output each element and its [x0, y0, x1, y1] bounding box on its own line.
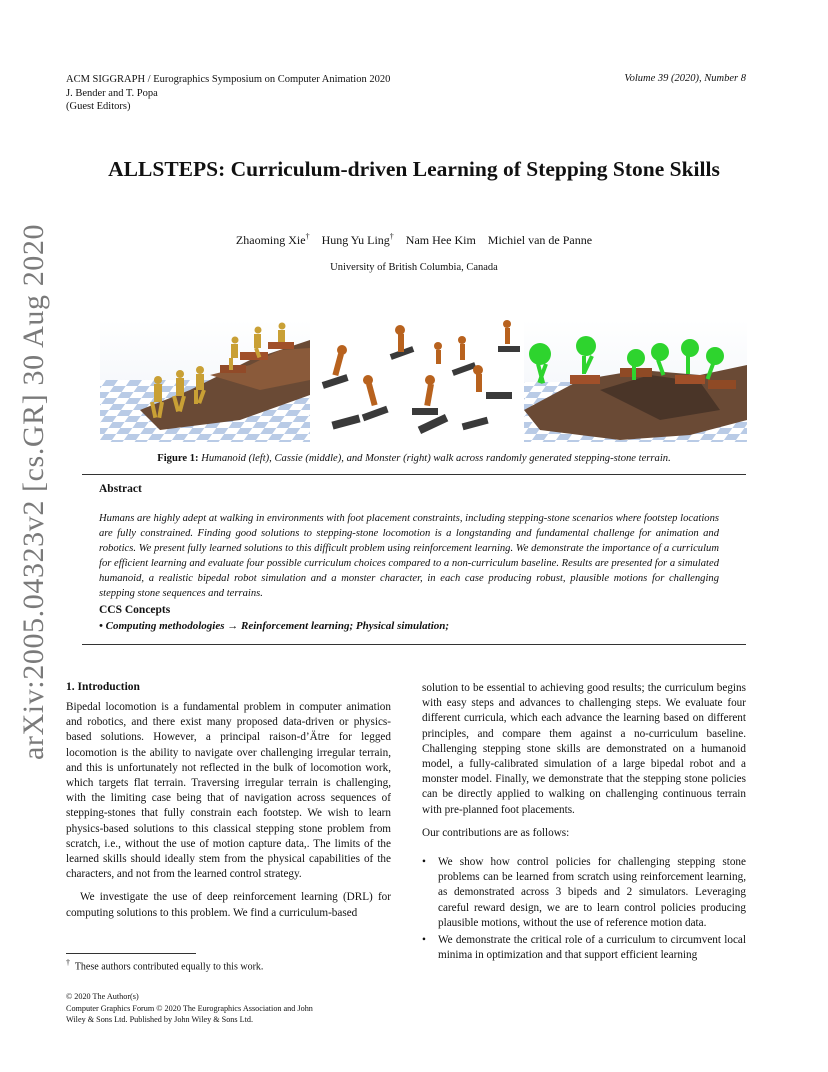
list-item-text: We demonstrate the critical role of a curriculum to circumvent local minima in optimization and that support efficient learning [438, 934, 746, 962]
arxiv-stamp: arXiv:2005.04323v2 [cs.GR] 30 Aug 2020 [17, 223, 50, 760]
paragraph: We investigate the use of deep reinforcement learning (DRL) for computing solutions to this problem. We find a curriculum-based [66, 891, 391, 919]
divider [82, 644, 746, 645]
author-mark: † [389, 232, 394, 241]
copyright-line: Computer Graphics Forum © 2020 The Eurographics Association and John [66, 1003, 313, 1013]
paragraph: solution to be essential to achieving good results; the curriculum begins with easy steps and advances to challenging steps. We evaluate four different curricula, which each advance the learning based on different principles, and compare them against a no-curriculum baseline. Challenging stepping stone skills are demonstrated on a humanoid model, a fully-calibrated simulation of a large bipedal robot and a monster model. Finally, we demonstrate that the stepping stone policies can be directly applied to walking on challenging continuous terrain with pre-planned foot placements. [422, 682, 746, 816]
copyright-notice [66, 991, 313, 1026]
paper-title: ALLSTEPS: Curriculum-driven Learning of Stepping Stone Skills [108, 157, 720, 181]
list-item [422, 933, 746, 963]
footnote [66, 958, 263, 972]
figure-caption [0, 453, 828, 464]
ccs-heading: CCS Concepts [99, 604, 171, 616]
paragraph: Our contributions are as follows: [422, 826, 570, 839]
section-heading: 1. Introduction [66, 681, 140, 693]
abstract-text: Humans are highly adept at walking in environments with foot placement constraints, including stepping-stone scenarios where footstep locations are fully constrained. Finding good solutions to stepping-stone locomotion is a longstanding and fundamental challenge for animation and robotics. We present fully learned solutions to this difficult problem using reinforcement learning. We demonstrate the importance of a curriculum for efficient learning and evaluate four possible curriculum choices compared to a non-curriculum baseline. Results are presented for a simulated humanoid, a realistic bipedal robot simulation and a monster character, in each case producing robust, plausible motions for challenging stepping stone sequences and terrains. [99, 513, 719, 599]
author-name: Michiel van de Panne [487, 233, 593, 247]
header-line: (Guest Editors) [66, 101, 131, 112]
header-line: J. Bender and T. Popa [66, 87, 158, 99]
list-item-text: We show how control policies for challenging stepping stone problems can be learned from scratch using reinforcement learning, as demonstrated across 3 bipeds and 2 simulators. Leveraging careful reward design, we are to learn control policies producing plausible motions, without the use of reference motion data. [438, 856, 746, 929]
footnote-text: These authors contributed equally to this work. [74, 961, 264, 973]
copyright-line: Wiley & Sons Ltd. Published by John Wiley & Sons Ltd. [66, 1015, 254, 1024]
right-column [422, 681, 746, 965]
footnote-mark: † [66, 958, 70, 967]
divider [82, 474, 746, 475]
author-name: Hung Yu Ling [321, 233, 390, 247]
teaser-figure-image [100, 320, 747, 442]
ccs-concepts: • Computing methodologies → Reinforcement learning; Physical simulation; [99, 620, 450, 632]
monster-panel [524, 320, 747, 442]
figure-label: Figure 1: [157, 453, 199, 464]
header-line: ACM SIGGRAPH / Eurographics Symposium on Computer Animation 2020 [66, 74, 391, 85]
author-name: Nam Hee Kim [405, 233, 476, 247]
author-list [0, 232, 828, 248]
volume-info: Volume 39 (2020), Number 8 [624, 73, 746, 84]
author-name: Zhaoming Xie [235, 233, 306, 247]
teaser-figure [100, 320, 747, 442]
bullet-icon: • [422, 934, 426, 947]
contribution-list [422, 855, 746, 963]
list-item [422, 855, 746, 931]
left-column [66, 700, 391, 929]
abstract-heading: Abstract [99, 483, 142, 495]
cassie-panel [312, 320, 522, 442]
figure-caption-text: Humanoid (left), Cassie (middle), and Monster (right) walk across randomly generated stepping-stone terrain. [201, 453, 671, 464]
bullet-icon: • [422, 856, 426, 869]
humanoid-panel [100, 320, 310, 442]
affiliation: University of British Columbia, Canada [330, 262, 498, 273]
conference-header [66, 73, 390, 114]
footnote-rule [66, 953, 196, 954]
paragraph: Bipedal locomotion is a fundamental problem in computer animation and robotics, and there exist many proposed data-driven or physics-based solutions. However, a principal raison-d’Ätre for legged locomotion is the ability to navigate over challenging irregular terrain, and this is unfortunately not reflected in the bulk of locomotion work, which targets flat terrain. Traversing irregular terrain is challenging, with the limiting case being that of navigation across sequences of stepping-stones that fully constrain each footstep. We wish to learn physics-based solutions to this classical stepping stone problem from scratch, i.e., without the use of motion capture data,. The limits of the learned skills should ideally stem from the physical capabilities of the characters, and not from the learned control strategy. [66, 701, 391, 881]
copyright-line: © 2020 The Author(s) [66, 992, 139, 1001]
author-mark: † [305, 232, 310, 241]
